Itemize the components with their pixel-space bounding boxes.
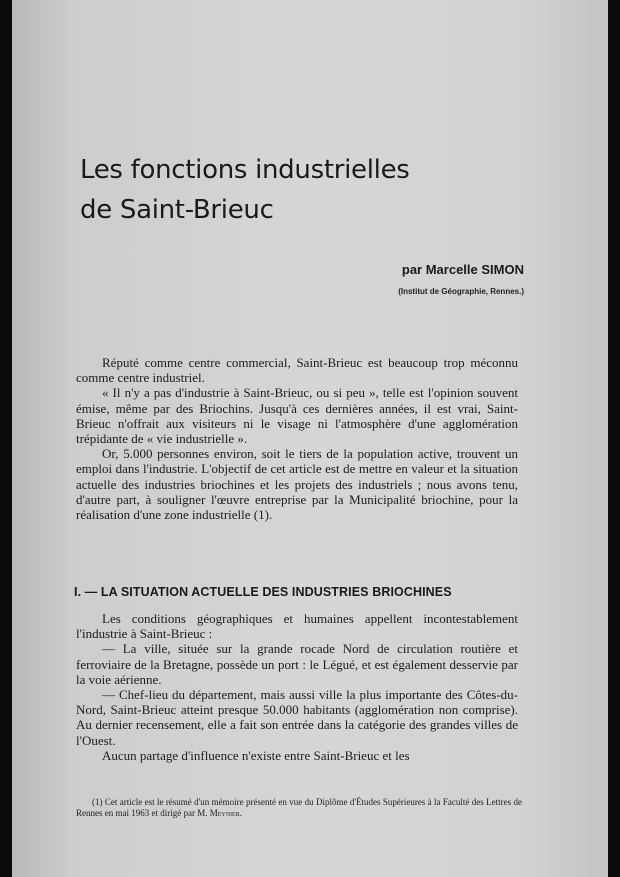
intro-text [76,355,518,522]
book-page [12,0,608,877]
author-affiliation: (Institut de Géographie, Rennes.) [398,287,524,296]
title-line-1: Les fonctions industrielles [80,155,410,185]
section-paragraph-4: Aucun partage d'influence n'existe entre Saint-Brieuc et les [102,747,410,763]
author-byline: par Marcelle SIMON [401,262,524,277]
intro-paragraph-2: « Il n'y a pas d'industrie à Saint-Brieuc, ou si peu », telle est l'opinion souvent émise, même par des Briochins. Jusqu'à ces dernières années, il est vrai, Saint-Brieuc n'offrait aux visiteurs ni le visage ni l'atmosphère d'une agglomération trépidante de « vie industrielle ». [76,385,518,447]
footnote-text: (1) Cet article est le résumé d'un mémoire présenté en vue du Diplôme d'Études Supérieures à la Faculté des Lettres de Rennes en mai 1963 et dirigé par [76,797,522,818]
section-paragraph-1: Les conditions géographiques et humaines appellent incontestablement l'industrie à Saint-Brieuc : [76,611,518,642]
article-title [80,150,410,230]
intro-paragraph-3: Or, 5.000 personnes environ, soit le tiers de la population active, trouvent un emploi dans l'industrie. L'objectif de cet article est de mettre en valeur et la situation actuelle des industries briochines et les projets des industriels ; nous avons tenu, d'autre part, à souligner l'œuvre entreprise par la Municipalité briochine, pour la réalisation d'une zone industrielle (1). [76,446,518,523]
section-paragraph-2: — La ville, située sur la grande rocade Nord de circulation routière et ferroviaire de la Bretagne, possède un port : le Légué, et est également desservie par la voie aérienne. [76,641,518,687]
title-line-2: de Saint-Brieuc [80,195,274,225]
section-text [76,611,518,763]
footnote-author: M. Meynier. [197,808,242,818]
section-paragraph-3: — Chef-lieu du département, mais aussi ville la plus importante des Côtes-du-Nord, Saint-Brieuc atteint presque 50.000 habitants (agglomération non comprise). Au dernier recensement, elle a fait son entrée dans la catégorie des grandes villes de l'Ouest. [76,687,518,748]
footnote [76,797,522,819]
section-heading: I. — LA SITUATION ACTUELLE DES INDUSTRIES BRIOCHINES [74,585,452,599]
intro-paragraph-1: Réputé comme centre commercial, Saint-Brieuc est beaucoup trop méconnu comme centre industriel. [76,355,518,386]
